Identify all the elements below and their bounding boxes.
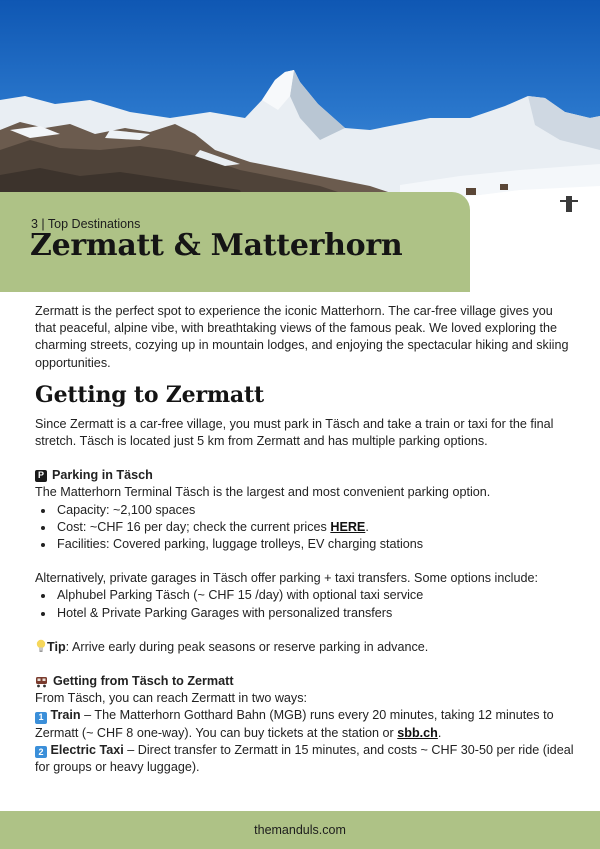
parking-icon: P [35,470,47,482]
number-one-icon: 1 [35,712,47,724]
page-title: Zermatt & Matterhorn [30,228,403,263]
alternative-lead: Alternatively, private garages in Täsch offer parking + taxi transfers. Some options include: [35,571,538,586]
sbb-link[interactable]: sbb.ch [397,725,438,740]
tip-label: Tip [47,639,66,654]
list-item: • Hotel & Private Parking Garages with personalized transfers [55,605,575,622]
alternative-list [35,587,575,621]
parking-lead: The Matterhorn Terminal Täsch is the largest and most convenient parking option. [35,485,491,500]
number-two-icon: 2 [35,746,47,758]
list-item: • Capacity: ~2,100 spaces [55,502,575,519]
parking-heading-text: Parking in Täsch [52,468,153,483]
section-heading-getting-to-zermatt: Getting to Zermatt [35,381,264,408]
taxi-text: – Direct transfer to Zermatt in 15 minutes, and costs ~ CHF 30-50 per ride (ideal for groups or heavy luggage). [35,742,574,775]
tip-paragraph [35,639,575,656]
getting-intro: Since Zermatt is a car-free village, you must park in Täsch and take a train or taxi for the final stretch. Täsch is located just 5 km from Zermatt and has multiple parking options. [35,416,554,449]
train-label: Train [50,708,81,723]
list-item: • Alphubel Parking Täsch (~ CHF 15 /day) with optional taxi service [55,587,575,604]
tip-text: : Arrive early during peak seasons or reserve parking in advance. [65,639,429,654]
intro-paragraph: Zermatt is the perfect spot to experience the iconic Matterhorn. The car-free village gives you that peaceful, alpine vibe, with breathtaking views of the famous peak. We loved exploring the charming streets, cozying up in mountain lodges, and enjoying the spectacular hiking and skiing opportunities. [35,304,569,370]
list-item: • Cost: ~CHF 16 per day; check the current prices HERE. [55,519,575,536]
option-taxi [35,742,575,776]
parking-list [35,502,575,554]
taxi-label: Electric Taxi [50,742,124,757]
footer-band [0,811,600,849]
lightbulb-icon [35,639,47,653]
transfer-lead: From Täsch, you can reach Zermatt in two ways: [35,691,308,706]
option-train: 1 Train – The Matterhorn Gotthard Bahn (MGB) runs every 20 minutes, taking 12 minutes to Zermatt (~ CHF 8 one-way). You can buy tickets at the station or sbb.ch. [35,708,554,740]
article-body [35,303,575,776]
transfer-heading-text: Getting from Täsch to Zermatt [53,674,234,689]
list-item: • Facilities: Covered parking, luggage trolleys, EV charging stations [55,536,575,553]
parking-heading [35,467,575,484]
train-icon [35,676,48,688]
chapter-label: 3 | Top Destinations [31,217,141,231]
prices-link[interactable]: HERE [330,519,366,534]
footer-site-link[interactable]: themanduls.com [254,823,346,837]
transfer-heading [35,673,575,690]
train-text: – The Matterhorn Gotthard Bahn (MGB) runs every 20 minutes, taking 12 minutes to Zermatt (~ CHF 8 one-way). You can buy tickets at the station or [35,708,554,740]
